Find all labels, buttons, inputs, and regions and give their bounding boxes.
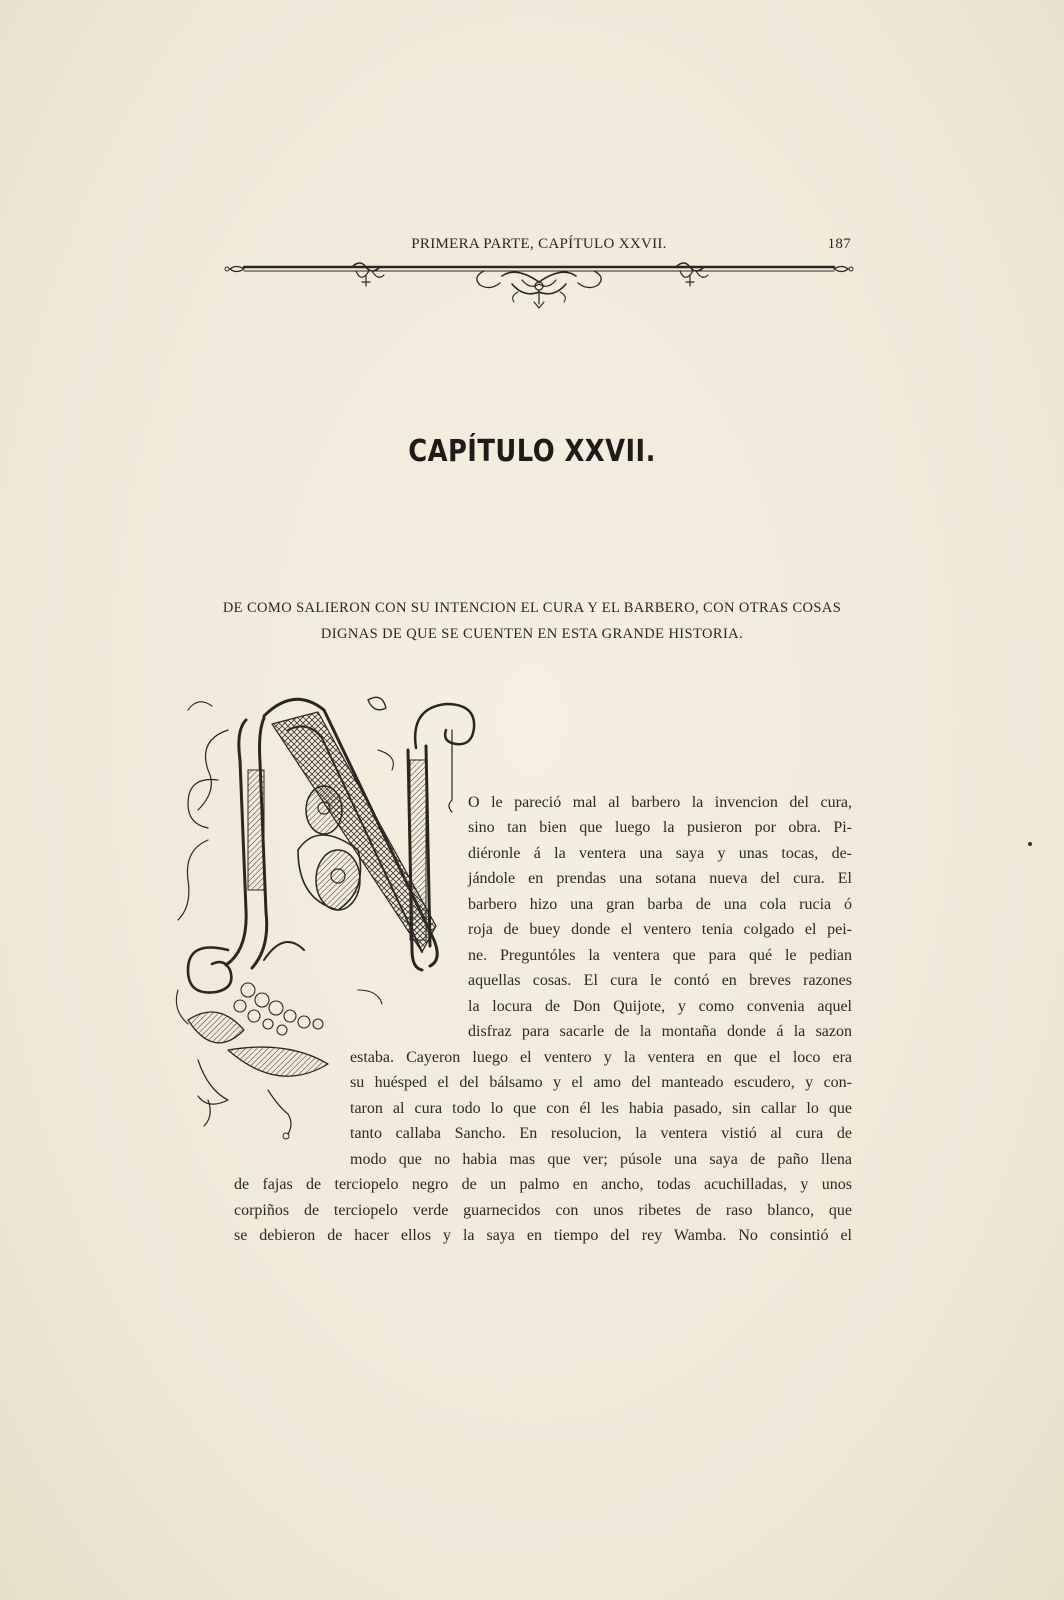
text-line: se debieron de hacer ellos y la saya en tiempo del rey Wamba. No consintió el xyxy=(234,1227,852,1244)
text-line: ne. Preguntóles la ventera que para qué le pedian xyxy=(468,947,852,964)
text-line: roja de buey donde el ventero tenia colgado el pei- xyxy=(468,921,852,938)
text-line: tanto callaba Sancho. En resolucion, la ventera vistió al cura de xyxy=(350,1125,852,1142)
text-line: sino tan bien que luego la pusieron por obra. Pi- xyxy=(468,819,852,836)
text-line: barbero hizo una gran barba de una cola rucia ó xyxy=(468,896,852,913)
text-line: diéronle á la ventera una saya y unas tocas, de- xyxy=(468,845,852,862)
text-line: estaba. Cayeron luego el ventero y la ventera en que el loco era xyxy=(350,1049,852,1066)
header-ornament-rule xyxy=(222,262,856,312)
text-line: de fajas de terciopelo negro de un palmo en ancho, todas acuchilladas, y unos xyxy=(234,1176,852,1193)
text-line: aquellas cosas. El cura le contó en breves razones xyxy=(468,972,852,989)
running-head xyxy=(227,236,851,260)
page-number: 187 xyxy=(827,236,851,252)
ink-speck xyxy=(1028,842,1032,846)
text-line: modo que no habia mas que ver; púsole una saya de paño llena xyxy=(350,1151,852,1168)
summary-line: DE COMO SALIERON CON SU INTENCION EL CURA Y EL BARBERO, CON OTRAS COSAS xyxy=(222,600,842,616)
text-line: O le pareció mal al barbero la invencion del cura, xyxy=(468,794,852,811)
text-line: taron al cura todo lo que con él les habia pasado, sin callar lo que xyxy=(350,1100,852,1117)
text-line: jándole en prendas una sotana nueva del cura. El xyxy=(468,870,852,887)
summary-line: DIGNAS DE QUE SE CUENTEN EN ESTA GRANDE HISTORIA. xyxy=(320,626,744,642)
running-title: PRIMERA PARTE, CAPÍTULO XXVII. xyxy=(411,236,667,252)
chapter-title: CAPÍTULO XXVII. xyxy=(408,434,656,469)
chapter-summary xyxy=(200,595,864,647)
text-line: disfraz para sacarle de la montaña donde á la sazon xyxy=(468,1023,852,1040)
text-line: la locura de Don Quijote, y como convenia aquel xyxy=(468,998,852,1015)
text-line: corpiños de terciopelo verde guarnecidos con unos ribetes de raso blanco, que xyxy=(234,1202,852,1219)
text-line: su huésped el del bálsamo y el amo del manteado escudero, y con- xyxy=(350,1074,852,1091)
